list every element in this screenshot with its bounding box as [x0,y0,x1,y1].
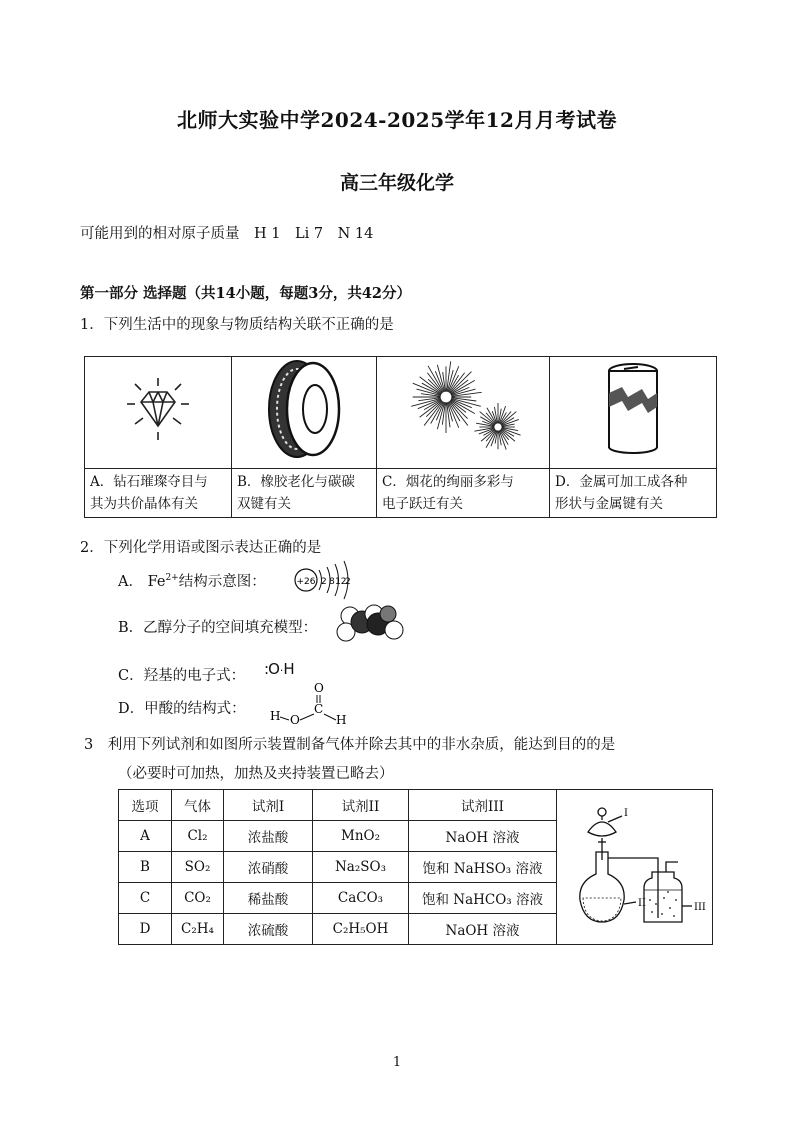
header-option: 选项 [119,790,172,821]
header-gas: 气体 [172,790,224,821]
q1-option-c[interactable]: C．烟花的绚丽多彩与 电子跃迁有关 [377,469,550,518]
q2-option-d[interactable]: D．甲酸的结构式： [118,701,246,717]
row-c-reagent-3: 饱和 NaHCO₃ 溶液 [409,883,557,914]
row-a-reagent-3: NaOH 溶液 [409,821,557,852]
header-reagent-3: 试剂III [409,790,557,821]
atom-o-left: O [290,713,300,727]
q3-note: （必要时可加热，加热及夹持装置已略去） [118,766,394,782]
row-b-option: B [119,852,172,883]
q1-options-table [84,356,717,518]
ethanol-space-filling-model [336,602,406,644]
header-reagent-2: 试剂II [313,790,409,821]
can-icon [598,361,668,457]
page-title: 北师大实验中学2024-2025学年12月月考试卷 [177,108,617,132]
row-d-reagent-2: C₂H₅OH [313,914,409,945]
nucleus-charge: +26 [296,577,316,587]
apparatus-label-2: II [637,898,646,909]
hydroxyl-electron-formula: :O·H [264,660,295,678]
row-c-reagent-1: 稀盐酸 [224,883,313,914]
q2-option-b[interactable]: B．乙醇分子的空间填充模型： [118,620,318,636]
page-number: 1 [392,1055,402,1070]
atom-h-right: H [336,713,347,727]
row-a-reagent-2: MnO₂ [313,821,409,852]
fireworks-icon [398,357,528,461]
apparatus-cell [557,790,713,945]
q3-table [118,789,713,945]
atomic-mass-line: 可能用到的相对原子质量 H 1 Li 7 N 14 [80,226,374,242]
row-d-gas: C₂H₄ [172,914,224,945]
q2-option-a[interactable]: A． $Fe^{2+}$结构示意图： [118,573,266,590]
diamond-icon [123,374,193,444]
q1-image-diamond [85,357,232,469]
row-a-option: A [119,821,172,852]
row-c-reagent-2: CaCO₃ [313,883,409,914]
atom-c: C [314,702,324,716]
q3-stem: 3 利用下列试剂和如图所示装置制备气体并除去其中的非水杂质，能达到目的的是 [84,737,616,753]
header-reagent-1: 试剂I [224,790,313,821]
q1-image-fireworks [377,357,550,469]
shell-3-count: 12 [335,577,347,587]
row-a-reagent-1: 浓盐酸 [224,821,313,852]
q1-image-can [550,357,717,469]
shell-4-count: 2 [345,577,351,587]
row-c-option: C [119,883,172,914]
shell-1-count: 2 [321,577,327,587]
apparatus-label-1: I [623,808,628,819]
row-d-reagent-1: 浓硫酸 [224,914,313,945]
row-a-gas: Cl₂ [172,821,224,852]
tire-icon [259,357,349,461]
fe-ion-diagram [294,560,354,602]
row-d-reagent-3: NaOH 溶液 [409,914,557,945]
atom-o-top: O [314,681,324,695]
shell-2-count: 8 [329,577,335,587]
q1-stem: 1．下列生活中的现象与物质结构关联不正确的是 [80,317,394,333]
row-d-option: D [119,914,172,945]
q2-stem: 2．下列化学用语或图示表达正确的是 [80,540,322,556]
q1-option-b[interactable]: B．橡胶老化与碳碳 双键有关 [232,469,377,518]
part1-heading: 第一部分 选择题（共14小题，每题3分，共42分） [80,285,411,302]
apparatus-diagram [558,790,712,940]
row-b-gas: SO₂ [172,852,224,883]
q1-image-tire [232,357,377,469]
row-c-gas: CO₂ [172,883,224,914]
atom-h-left: H [270,709,281,723]
q1-option-d[interactable]: D．金属可加工成各种 形状与金属键有关 [550,469,717,518]
row-b-reagent-2: Na₂SO₃ [313,852,409,883]
row-b-reagent-3: 饱和 NaHSO₃ 溶液 [409,852,557,883]
page-subtitle: 高三年级化学 [339,172,454,194]
row-b-reagent-1: 浓硝酸 [224,852,313,883]
q1-option-a[interactable]: A．钻石璀璨夺目与 其为共价晶体有关 [85,469,232,518]
formic-acid-structure [268,680,352,728]
q2-option-c[interactable]: C．羟基的电子式： [118,668,246,684]
apparatus-label-3: III [693,902,706,913]
